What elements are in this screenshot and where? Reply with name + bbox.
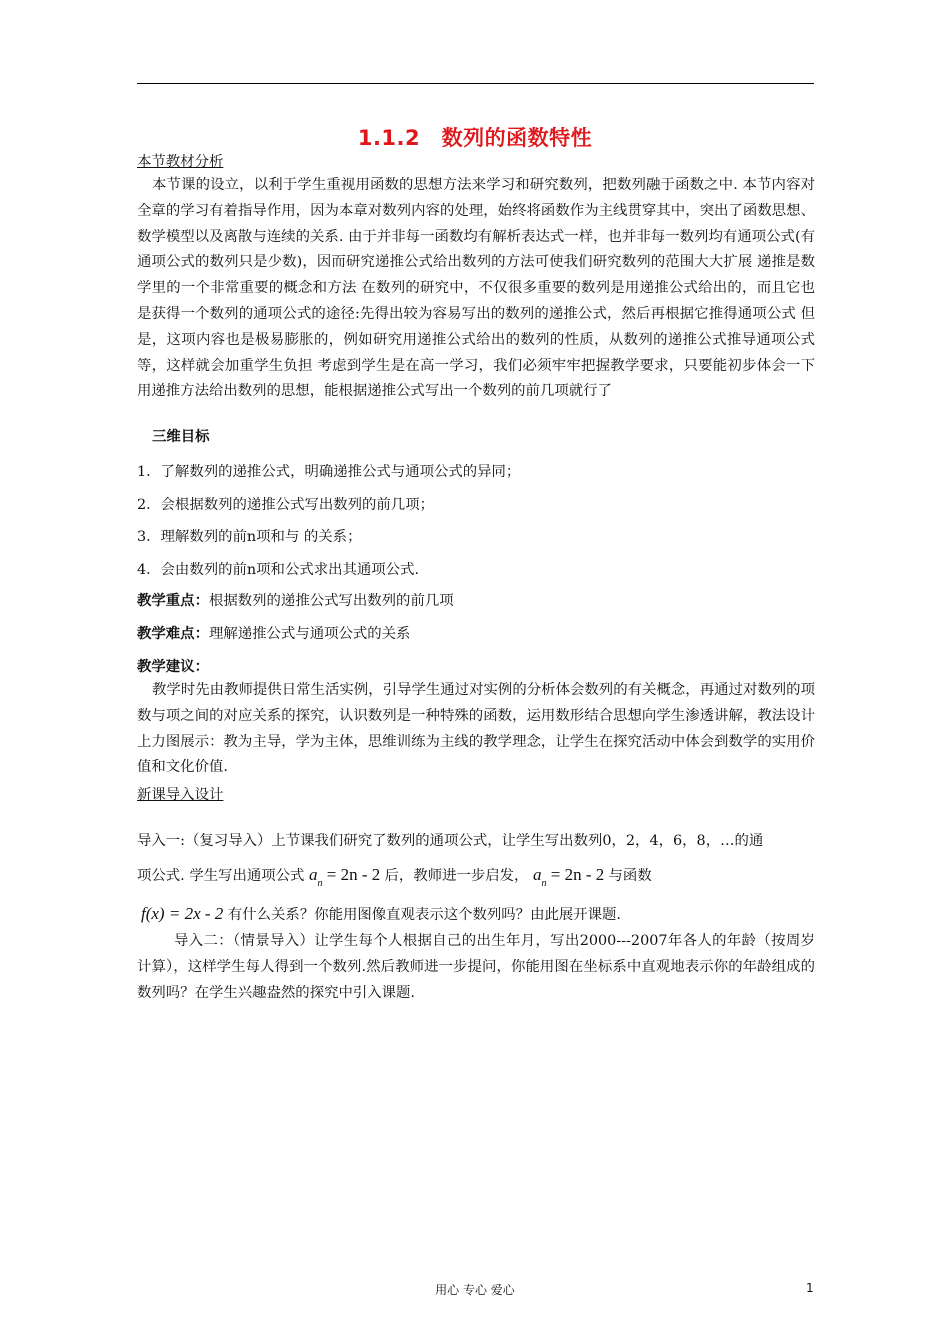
section-textbook-analysis bbox=[137, 151, 815, 405]
section-advice bbox=[137, 656, 815, 781]
difficulty-point bbox=[137, 623, 815, 645]
key-point-label: 教学重点： bbox=[137, 593, 209, 609]
goals-list bbox=[137, 456, 815, 586]
formula-an: $a_n = 2n - 2$ bbox=[309, 865, 381, 889]
intro-one-text: 后，教师进一步启发， bbox=[384, 868, 529, 884]
intro-one-text: 项公式. 学生写出通项公式 bbox=[137, 868, 305, 884]
goals-heading: 三维目标 bbox=[152, 429, 210, 445]
intro-one-text: 与函数 bbox=[608, 868, 652, 884]
goal-item: 2．会根据数列的递推公式写出数列的前几项； bbox=[137, 496, 434, 513]
intro-one-text: 有什么关系？你能用图像直观表示这个数列吗？由此展开课题. bbox=[227, 907, 621, 923]
analysis-paragraph: 本节课的设立，以利于学生重视用函数的思想方法来学习和研究数列，把数列融于函数之中. 本节内容对全章的学习有着指导作用，因为本章对数列内容的处理，始终将函数作为主线贯穿其中，突出了函数思想、数学模型以及离散与连续的关系. 由于并非每一函数均有解析表达式一样，也并非每一数列均有通项公式(有通项公式的数列只是少数)，因而研究递推公式给出数列的方法可使我们研究数列的范围大大扩展 递推是数学里的一个非常重要的概念和方法 在数列的研究中，不仅很多重要的数列是用递推公式给出的，而且它也是获得一个数列的通项公式的途径:先得出较为容易写出的数列的递推公式，然后再根据它推得通项公式 但是，这项内容也是极易膨胀的，例如研究用递推公式给出的数列的性质，从数列的递推公式推导通项公式等，这样就会加重学生负担 考虑到学生是在高一学习，我们必须牢牢把握教学要求，只要能初步体会一下用递推方法给出数列的思想，能根据递推公式写出一个数列的前几项就行了 bbox=[137, 177, 815, 400]
difficulty-text: 理解递推公式与通项公式的关系 bbox=[208, 626, 411, 642]
goal-item: 1．了解数列的递推公式，明确递推公式与通项公式的异同； bbox=[137, 464, 521, 480]
section-goals bbox=[137, 426, 815, 586]
intro-two-paragraph: 导入二：（情景导入）让学生每个人根据自己的出生年月，写出2000---2007年各人的年龄（按周岁计算），这样学生每人得到一个数列.然后教师进一步提问，你能用图在坐标系中直观地表示你的年龄组成的数列吗？在学生兴趣盎然的探究中引入课题. bbox=[137, 933, 815, 1001]
advice-paragraph: 教学时先由教师提供日常生活实例，引导学生通过对实例的分析体会数列的有关概念，再通过对数列的项数与项之间的对应关系的探究，认识数列是一种特殊的函数，运用数形结合思想向学生渗透讲解，教法设计上力图展示：教为主导，学为主体，思维训练为主线的教学理念，让学生在探究活动中体会到数学的实用价值和文化价值. bbox=[137, 682, 815, 776]
section-heading-intro: 新课导入设计 bbox=[137, 787, 224, 803]
formula-an: $a_n = 2n - 2$ bbox=[533, 865, 605, 889]
difficulty-label: 教学难点： bbox=[137, 626, 209, 642]
intro-one bbox=[137, 828, 815, 932]
key-point bbox=[137, 590, 815, 612]
intro-one-line bbox=[137, 858, 815, 895]
intro-one-line bbox=[137, 897, 815, 932]
header-rule bbox=[137, 83, 814, 84]
formula-fx: f(x) = 2x - 2 bbox=[141, 904, 224, 923]
section-heading-analysis: 本节教材分析 bbox=[137, 154, 224, 170]
page-title: 1.1.2 数列的函数特性 bbox=[357, 126, 593, 150]
intro-one-line: 导入一:（复习导入）上节课我们研究了数列的通项公式，让学生写出数列0，2，4，6，8，…的通 bbox=[137, 833, 764, 849]
intro-two bbox=[137, 929, 815, 1006]
section-intro-design bbox=[137, 784, 815, 806]
page-number: 1 bbox=[806, 1281, 814, 1295]
goal-item: 4．会由数列的前n项和公式求出其通项公式. bbox=[137, 561, 420, 578]
goal-item: 3．理解数列的前n项和与 的关系； bbox=[137, 529, 362, 545]
key-point-text: 根据数列的递推公式写出数列的前几项 bbox=[208, 593, 454, 609]
page-footer: 用心 专心 爱心 bbox=[435, 1283, 515, 1297]
advice-heading: 教学建议： bbox=[137, 659, 209, 675]
